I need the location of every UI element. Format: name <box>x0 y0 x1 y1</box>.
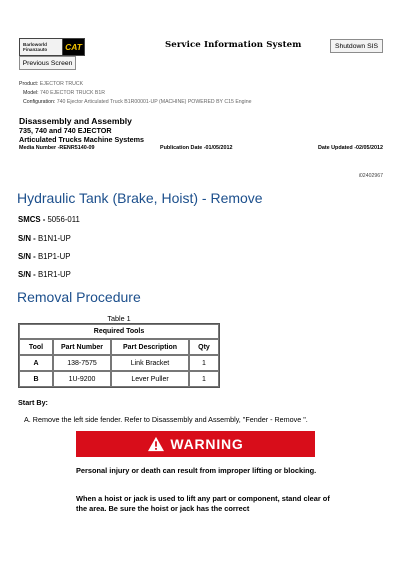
configuration-key: Configuration: <box>23 99 56 105</box>
logo-line-1: Barloworld <box>23 41 47 47</box>
table-title-row <box>19 324 219 339</box>
document-subtitle-2: Articulated Trucks Machine Systems <box>19 135 145 144</box>
document-id: i02402967 <box>358 173 383 179</box>
dealer-logo <box>19 38 85 56</box>
meta-model <box>23 90 105 96</box>
document-subtitle-1: 735, 740 and 740 EJECTOR <box>19 126 112 135</box>
warning-paragraph-2: When a hoist or jack is used to lift any part or component, stand clear of the area. Be sure the hoist or jack has the correct <box>76 494 330 513</box>
media-number: Media Number -RENR5140-09 <box>19 145 95 151</box>
table-title: Required Tools <box>19 324 219 339</box>
sn-value: B1N1-UP <box>37 234 71 243</box>
sn-label: S/N - <box>18 234 38 243</box>
sn-value: B1R1-UP <box>37 270 71 279</box>
serial-number-line <box>18 270 71 279</box>
procedure-step-a: A. Remove the left side fender. Refer to Disassembly and Assembly, "Fender - Remove ". <box>24 415 308 424</box>
table-cell: A <box>19 355 53 371</box>
product-key: Product: <box>19 81 39 87</box>
model-key: Model: <box>23 90 39 96</box>
column-header: Qty <box>189 339 219 355</box>
sn-value: B1P1-UP <box>37 252 71 261</box>
sn-label: S/N - <box>18 270 38 279</box>
removal-procedure-heading: Removal Procedure <box>17 289 141 305</box>
model-value: 740 EJECTOR TRUCK B1R <box>40 90 105 96</box>
date-updated: Date Updated -02/05/2012 <box>317 145 383 151</box>
product-value: EJECTOR TRUCK <box>39 81 84 87</box>
table-row <box>19 355 219 371</box>
cat-logo <box>62 39 84 55</box>
table-cell: 138-7575 <box>53 355 111 371</box>
column-header: Tool <box>19 339 53 355</box>
table-cell: 1 <box>189 371 219 387</box>
configuration-value: 740 Ejector Articulated Truck B1R00001-UP (MACHINE) POWERED BY C15 Engine <box>56 99 252 105</box>
logo-line-2: Finanzauto <box>23 47 48 52</box>
table-cell: Lever Puller <box>111 371 189 387</box>
meta-configuration <box>23 99 251 105</box>
required-tools-table <box>18 323 220 388</box>
publication-date: Publication Date -01/05/2012 <box>160 145 233 151</box>
warning-label: WARNING <box>170 436 244 452</box>
warning-banner <box>76 431 315 457</box>
table-row <box>19 371 219 387</box>
table-cell: 1U-9200 <box>53 371 111 387</box>
meta-product <box>19 81 83 87</box>
warning-triangle-icon <box>147 436 165 452</box>
column-header: Part Description <box>111 339 189 355</box>
dealer-logo-text <box>20 39 62 55</box>
start-by-label: Start By: <box>18 398 48 407</box>
smcs-value: 5056-011 <box>47 215 80 224</box>
table-cell: 1 <box>189 355 219 371</box>
smcs-line <box>18 215 80 224</box>
shutdown-sis-button[interactable]: Shutdown SIS <box>330 39 383 53</box>
page-heading: Hydraulic Tank (Brake, Hoist) - Remove <box>17 190 263 206</box>
cat-logo-text: CAT <box>65 42 82 52</box>
table-header-row <box>19 339 219 355</box>
table-cell: Link Bracket <box>111 355 189 371</box>
serial-number-line <box>18 234 71 243</box>
table-cell: B <box>19 371 53 387</box>
column-header: Part Number <box>53 339 111 355</box>
warning-paragraph-1: Personal injury or death can result from improper lifting or blocking. <box>76 466 317 475</box>
document-title: Disassembly and Assembly <box>19 116 132 126</box>
previous-screen-button[interactable]: Previous Screen <box>19 56 76 70</box>
sn-label: S/N - <box>18 252 38 261</box>
smcs-label: SMCS - <box>18 215 48 224</box>
serial-number-line <box>18 252 70 261</box>
system-title: Service Information System <box>165 40 302 50</box>
table-caption: Table 1 <box>107 314 131 323</box>
